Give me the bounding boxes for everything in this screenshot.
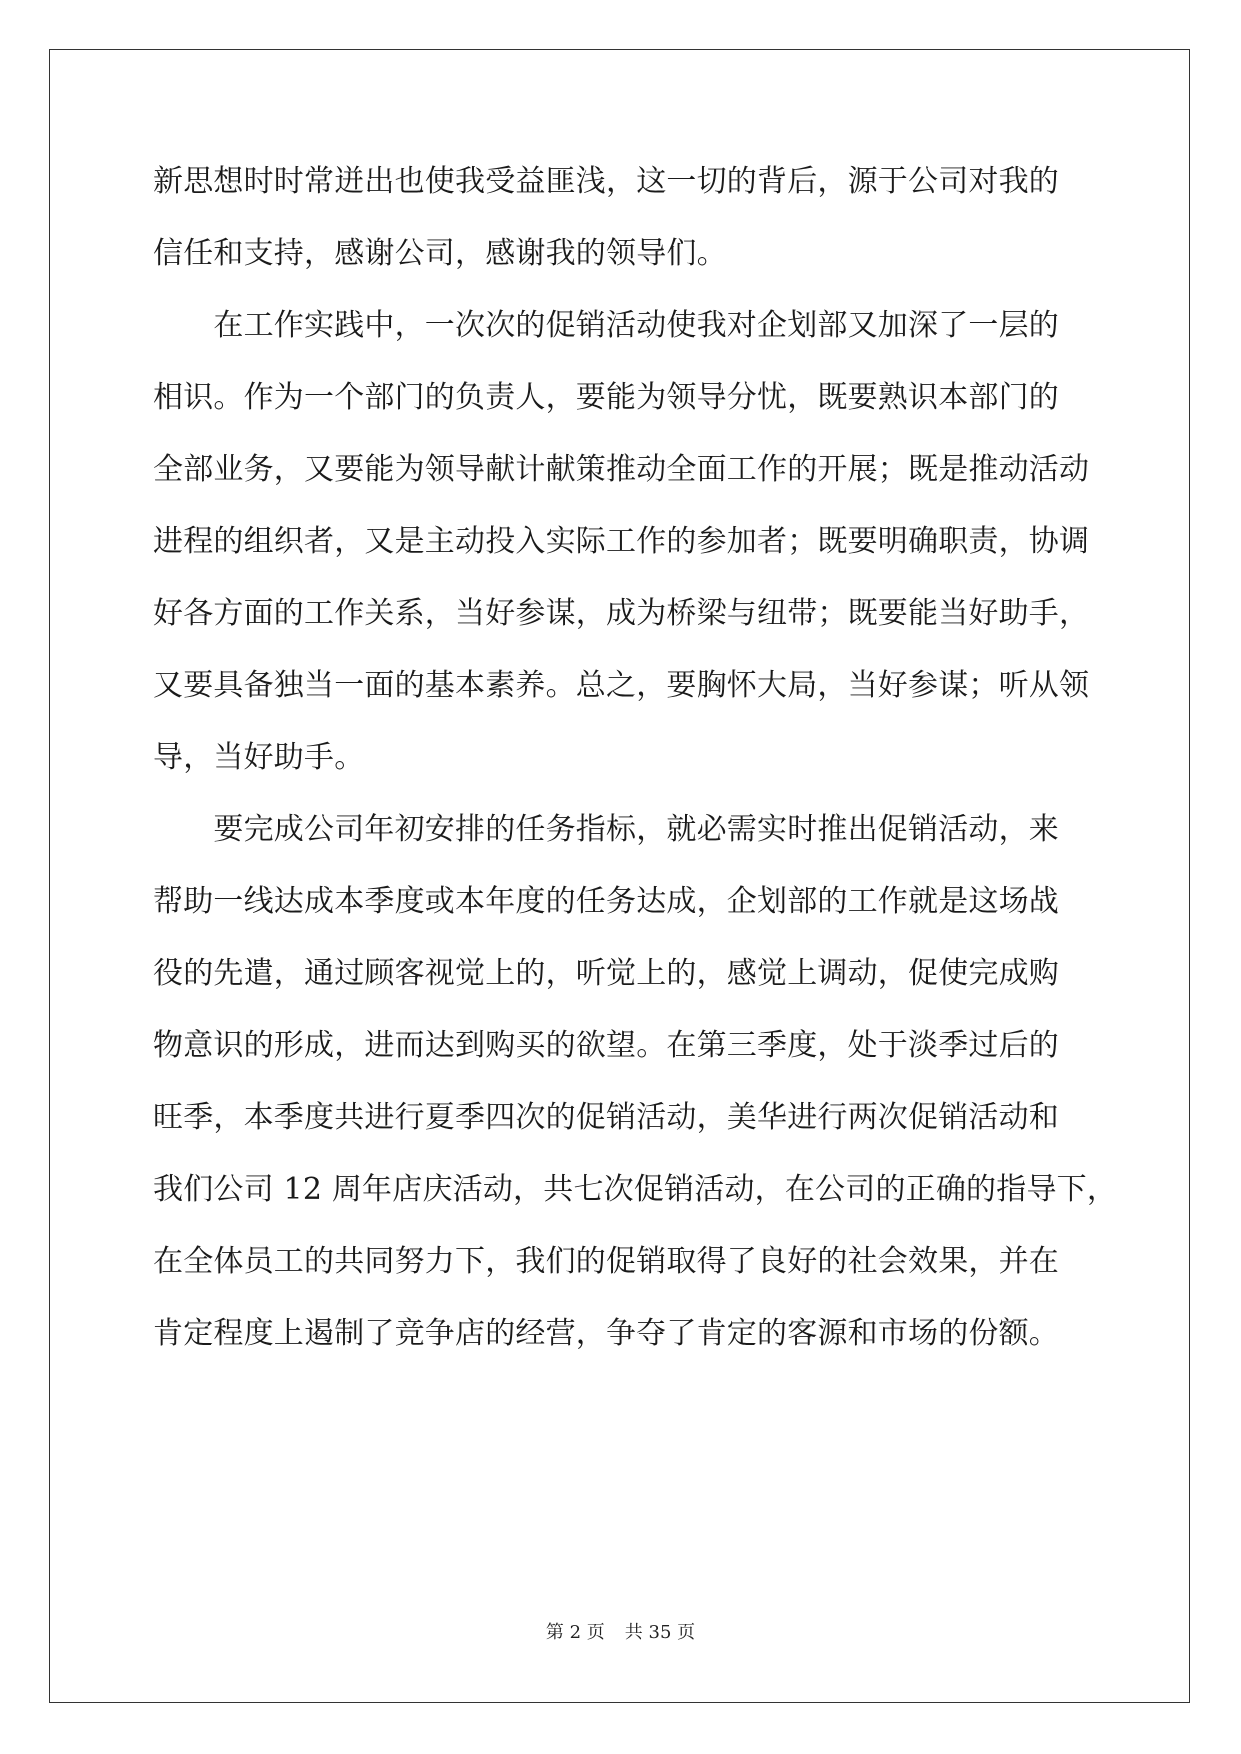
text-line: 帮助一线达成本季度或本年度的任务达成，企划部的工作就是这场战	[153, 884, 1059, 919]
text-line: 旺季，本季度共进行夏季四次的促销活动，美华进行两次促销活动和	[153, 1100, 1059, 1135]
text-line: 全部业务，又要能为领导献计献策推动全面工作的开展；既是推动活动	[153, 452, 1090, 487]
text-line: 物意识的形成，进而达到购买的欲望。在第三季度，处于淡季过后的	[153, 1028, 1059, 1063]
text-line: 肯定程度上遏制了竞争店的经营，争夺了肯定的客源和市场的份额。	[153, 1316, 1059, 1351]
text-line: 导，当好助手。	[153, 740, 365, 775]
text-line: 信任和支持，感谢公司，感谢我的领导们。	[153, 236, 727, 271]
text-line: 我们公司 12 周年店庆活动，共七次促销活动，在公司的正确的指导下，	[153, 1172, 1118, 1207]
text-line: 进程的组织者，又是主动投入实际工作的参加者；既要明确职责，协调	[153, 524, 1090, 559]
page-footer	[0, 1621, 1241, 1645]
text-line: 要完成公司年初安排的任务指标，就必需实时推出促销活动，来	[153, 812, 1059, 847]
text-line: 又要具备独当一面的基本素养。总之，要胸怀大局，当好参谋；听从领	[153, 668, 1090, 703]
text-line: 役的先遣，通过顾客视觉上的，听觉上的，感觉上调动，促使完成购	[153, 956, 1059, 991]
text-line: 在全体员工的共同努力下，我们的促销取得了良好的社会效果，并在	[153, 1244, 1059, 1279]
text-line: 新思想时时常迸出也使我受益匪浅，这一切的背后，源于公司对我的	[153, 164, 1059, 199]
text-line: 相识。作为一个部门的负责人，要能为领导分忧，既要熟识本部门的	[153, 380, 1059, 415]
text-line: 在工作实践中，一次次的促销活动使我对企划部又加深了一层的	[153, 308, 1059, 343]
page-number: 第 2 页	[545, 1622, 605, 1643]
text-line: 好各方面的工作关系，当好参谋，成为桥梁与纽带；既要能当好助手，	[153, 596, 1090, 631]
page-total: 共 35 页	[624, 1622, 696, 1643]
page-border	[49, 49, 1190, 1703]
